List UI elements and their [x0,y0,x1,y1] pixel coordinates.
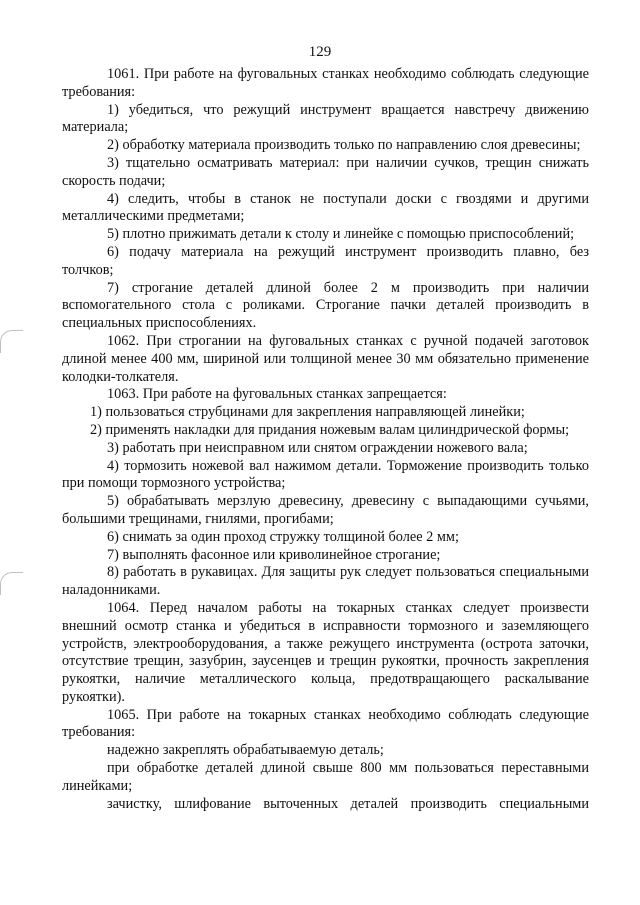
page-number: 129 [308,44,332,60]
list-item-1061-1: 1) убедиться, что режущий инструмент вращается навстречу движению материала; [62,101,589,136]
list-item-1063-5: 5) обрабатывать мерзлую древесину, древесину с выпадающими сучьями, большими трещинами, гнилями, прогибами; [62,493,589,527]
paragraph-1063: 1063. При работе на фуговальных станках запрещается: [107,386,447,403]
list-item-1061-2: 2) обработку материала производить только по направлению слоя древесины; [107,137,581,154]
list-item-1063-2: 2) применять накладки для придания ножевым валам цилиндрической формы; [90,421,570,438]
list-item-1061-4: 4) следить, чтобы в станок не поступали доски с гвоздями и другими металлическими предметами; [62,190,589,225]
list-item-1065-1: надежно закреплять обрабатываемую деталь; [107,742,384,759]
paragraph-1062: 1062. При строгании на фуговальных станках с ручной подачей заготовок длиной менее 400 мм, шириной или толщиной менее 30 мм обязательно применение колодки-толкателя. [62,332,589,385]
list-item-1061-5: 5) плотно прижимать детали к столу и линейке с помощью приспособлений; [107,226,575,243]
scan-artifact-mark-bottom [0,572,23,595]
list-item-1063-3: 3) работать при неисправном или снятом ограждении ножевого вала; [107,439,528,456]
paragraph-1065: 1065. При работе на токарных станках необходимо соблюдать следующие требования: [62,706,589,741]
document-body [62,66,589,813]
list-item-1061-6: 6) подачу материала на режущий инструмент производить плавно, без толчков; [62,243,589,278]
list-item-1063-8: 8) работать в рукавицах. Для защиты рук следует пользоваться специальными наладонниками. [62,564,589,599]
paragraph-1064: 1064. Перед началом работы на токарных станках следует произвести внешний осмотр станка и убедиться в исправности тормозного и заземляющего устройств, электрооборудования, а также режущего инструмента (острота заточки, отсутствие трещин, зазубрин, заусенцев и трещин рукоятки, прочность закрепления рукоятки, наличие металлического кольца, предотвращающего раскалывание рукоятки). [62,599,589,705]
list-item-1061-3: 3) тщательно осматривать материал: при наличии сучков, трещин снижать скорость подачи; [62,154,589,189]
paragraph-1061: 1061. При работе на фуговальных станках необходимо соблюдать следующие требования: [62,66,589,100]
list-item-1063-7: 7) выполнять фасонное или криволинейное строгание; [107,546,441,563]
scan-artifact-mark-top [0,330,23,353]
list-item-1061-7: 7) строгание деталей длиной более 2 м производить при наличии вспомогательного стола с роликами. Строгание пачки деталей производить в специальных приспособлениях. [62,279,589,332]
list-item-1065-3: зачистку, шлифование выточенных деталей производить специальными [107,795,589,812]
list-item-1063-4: 4) тормозить ножевой вал нажимом детали. Торможение производить только при помощи тормозного устройства; [62,457,589,492]
list-item-1063-1: 1) пользоваться струбцинами для закрепления направляющей линейки; [90,404,525,421]
list-item-1065-2: при обработке деталей длиной свыше 800 мм пользоваться переставными линейками; [62,760,589,794]
list-item-1063-6: 6) снимать за один проход стружку толщиной более 2 мм; [107,528,459,545]
